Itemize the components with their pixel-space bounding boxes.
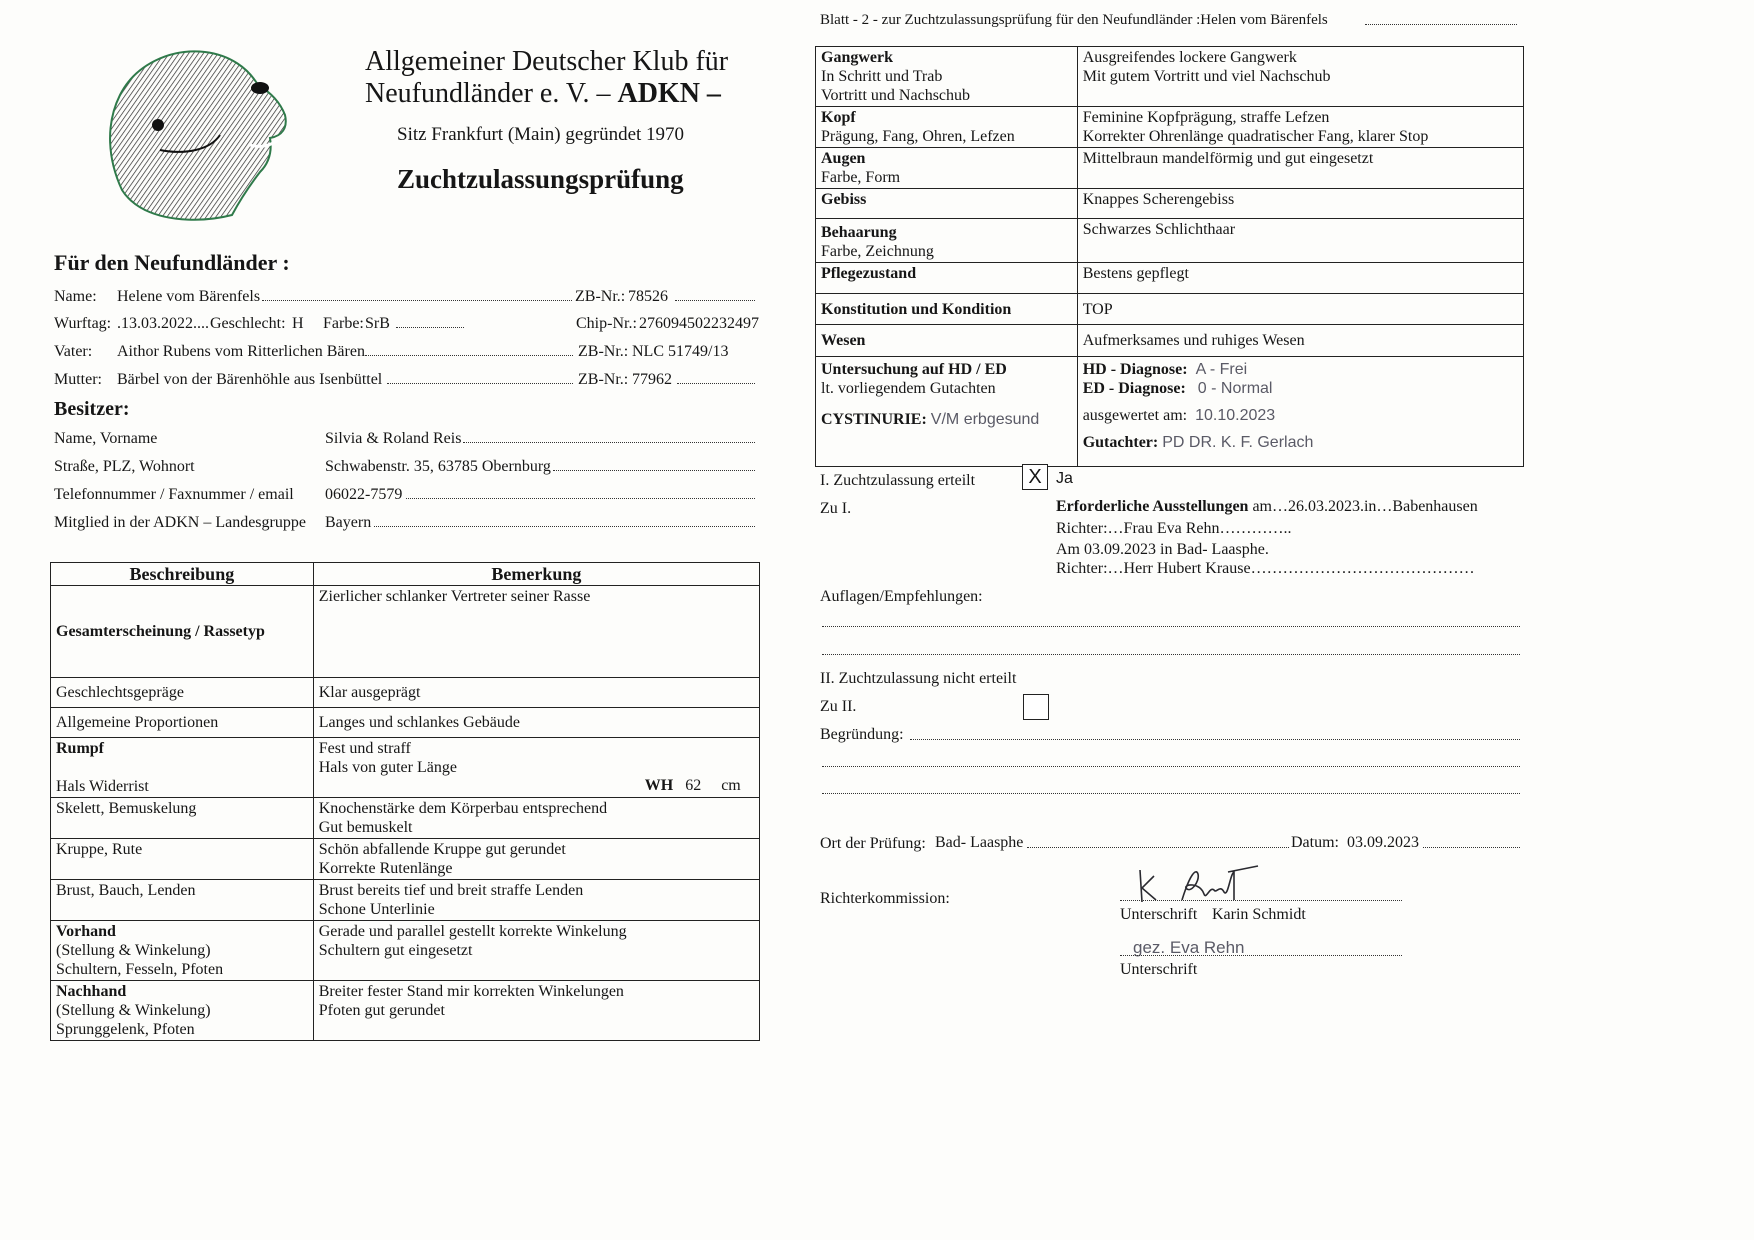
name-label: Name:: [54, 288, 97, 305]
row-value: HD - Diagnose: A - Frei ED - Diagnose: 0 - Normal ausgewertet am: 10.10.2023 Gutachter: PD DR. K. F. Gerlach: [1077, 357, 1523, 467]
table-row: [51, 708, 760, 738]
column-header-remark: Bemerkung: [313, 563, 759, 586]
richterkommission-label: Richterkommission:: [820, 890, 950, 907]
row-value: Langes und schlankes Gebäude: [313, 708, 759, 738]
evaluation-table: [815, 46, 1524, 467]
newfoundland-dog-head-icon: [100, 40, 290, 230]
chip-label: Chip-Nr.:: [576, 315, 637, 332]
dog-heading: Für den Neufundländer :: [54, 250, 290, 275]
row-value: Schwarzes Schlichthaar: [1077, 219, 1523, 263]
owner-name: Silvia & Roland Reis: [325, 430, 462, 447]
ausstellung-2: Am 03.09.2023 in Bad- Laasphe.: [1056, 541, 1269, 558]
geschlecht-value: H: [292, 315, 304, 332]
row-value: Klar ausgeprägt: [313, 678, 759, 708]
owner-row-label: Telefonnummer / Faxnummer / email: [54, 486, 294, 503]
farbe-value: SrB: [365, 315, 390, 332]
row-value: Schön abfallende Kruppe gut gerundet Korrekte Rutenlänge: [313, 839, 759, 880]
owner-row-label: Name, Vorname: [54, 430, 158, 447]
table-row: [51, 798, 760, 839]
row-label: Vorhand (Stellung & Winkelung) Schultern, Fesseln, Pfoten: [51, 921, 314, 981]
zu-ii-label: Zu II.: [820, 698, 857, 715]
column-header-description: Beschreibung: [51, 563, 314, 586]
begruendung-label: Begründung:: [820, 726, 904, 743]
row-label: Nachhand (Stellung & Winkelung) Sprunggelenk, Pfoten: [51, 981, 314, 1041]
vater-name: Aithor Rubens vom Ritterlichen Bären: [117, 343, 365, 360]
table-row: [816, 47, 1524, 107]
row-label: Skelett, Bemuskelung: [51, 798, 314, 839]
signature-1-name: Karin Schmidt: [1212, 906, 1306, 923]
row-label: Wesen: [816, 325, 1078, 357]
table-row: [816, 219, 1524, 263]
club-seat: Sitz Frankfurt (Main) gegründet 1970: [397, 124, 685, 145]
row-label: Kopf Prägung, Fang, Ohren, Lefzen: [816, 107, 1078, 148]
erteilt-checkbox[interactable]: X: [1022, 464, 1048, 490]
mutter-zb-label: ZB-Nr.:: [578, 371, 629, 388]
row-value: TOP: [1077, 294, 1523, 325]
table-row: [816, 294, 1524, 325]
owner-row-label: Straße, PLZ, Wohnort: [54, 458, 195, 475]
table-row: [51, 738, 760, 798]
owner-phone: 06022-7579: [325, 486, 403, 503]
vater-label: Vater:: [54, 343, 93, 360]
mutter-name: Bärbel von der Bärenhöhle aus Isenbüttel: [117, 371, 383, 388]
row-value: Knochenstärke dem Körperbau entsprechend Gut bemuskelt: [313, 798, 759, 839]
row-label: Behaarung Farbe, Zeichnung: [816, 219, 1078, 263]
row-value: Brust bereits tief und breit straffe Lenden Schone Unterlinie: [313, 880, 759, 921]
row-label: Brust, Bauch, Lenden: [51, 880, 314, 921]
owner-address: Schwabenstr. 35, 63785 Obernburg: [325, 458, 551, 475]
ausstellungen: Erforderliche Ausstellungen am…26.03.2023.in…Babenhausen: [1056, 498, 1478, 515]
club-logo: [100, 40, 290, 230]
row-label: Kruppe, Rute: [51, 839, 314, 880]
row-value: Knappes Scherengebiss: [1077, 189, 1523, 219]
row-label: Rumpf Hals Widerrist: [51, 738, 314, 798]
signature-2-label: Unterschrift: [1120, 961, 1198, 978]
table-row: [51, 921, 760, 981]
erteilt-label: I. Zuchtzulassung erteilt: [820, 472, 976, 489]
table-row: [816, 148, 1524, 189]
sheet2-title: Blatt - 2 - zur Zuchtzulassungsprüfung für den Neufundländer :Helen vom Bärenfels: [820, 12, 1328, 28]
wurftag-value: .13.03.2022....: [117, 315, 209, 332]
erteilt-ja: Ja: [1056, 470, 1073, 487]
richter-1: Richter:…Frau Eva Rehn…………..: [1056, 520, 1292, 537]
owner-row-label: Mitglied in der ADKN – Landesgruppe: [54, 514, 306, 531]
geschlecht-label: Geschlecht:: [210, 315, 286, 332]
begruendung-line[interactable]: [910, 739, 1520, 740]
signature-2-handwritten: gez. Eva Rehn: [1133, 938, 1245, 957]
nicht-erteilt-checkbox[interactable]: [1023, 694, 1049, 720]
auflagen-line[interactable]: [822, 626, 1520, 627]
mutter-label: Mutter:: [54, 371, 102, 388]
begruendung-line[interactable]: [822, 793, 1520, 794]
row-label: Gesamterscheinung / Rassetyp: [51, 586, 314, 678]
farbe-label: Farbe:: [323, 315, 364, 332]
mutter-zb: 77962: [632, 371, 672, 388]
row-value: Aufmerksames und ruhiges Wesen: [1077, 325, 1523, 357]
auflagen-label: Auflagen/Empfehlungen:: [820, 588, 983, 605]
auflagen-line[interactable]: [822, 654, 1520, 655]
table-row: [816, 107, 1524, 148]
datum-value: 03.09.2023: [1347, 834, 1419, 851]
row-value: Ausgreifendes lockere Gangwerk Mit gutem Vortritt und viel Nachschub: [1077, 47, 1523, 107]
table-row: [51, 839, 760, 880]
row-value: Gerade und parallel gestellt korrekte Winkelung Schultern gut eingesetzt: [313, 921, 759, 981]
row-label: Pflegezustand: [816, 263, 1078, 294]
row-value: Bestens gepflegt: [1077, 263, 1523, 294]
zu-i-label: Zu I.: [820, 500, 852, 517]
table-row: [51, 880, 760, 921]
vater-zb-label: ZB-Nr.:: [578, 343, 629, 360]
row-label: Konstitution und Kondition: [816, 294, 1078, 325]
description-table: [50, 562, 760, 1041]
owner-heading: Besitzer:: [54, 398, 130, 420]
zb-number: 78526: [628, 288, 668, 305]
signature-1-label: Unterschrift: [1120, 906, 1198, 923]
table-row: [816, 189, 1524, 219]
wh-measure: WH 62 cm: [644, 777, 741, 794]
row-value: Feminine Kopfprägung, straffe Lefzen Korrekter Ohrenlänge quadratischer Fang, klarer Stop: [1077, 107, 1523, 148]
zb-label: ZB-Nr.:: [575, 288, 626, 305]
club-name-line2: Neufundländer e. V. – ADKN –: [365, 78, 721, 109]
vater-zb: NLC 51749/13: [632, 343, 729, 360]
table-row: [51, 981, 760, 1041]
row-value: Mittelbraun mandelförmig und gut eingesetzt: [1077, 148, 1523, 189]
row-value: Breiter fester Stand mir korrekten Winkelungen Pfoten gut gerundet: [313, 981, 759, 1041]
ort-value: Bad- Laasphe: [935, 834, 1024, 851]
richter-2: Richter:…Herr Hubert Krause……………………………………: [1056, 560, 1475, 577]
datum-label: Datum:: [1291, 834, 1339, 851]
row-label: Geschlechtsgepräge: [51, 678, 314, 708]
club-name-line1: Allgemeiner Deutscher Klub für: [365, 46, 729, 77]
table-row: [51, 586, 760, 678]
table-row: [51, 678, 760, 708]
row-label: Allgemeine Proportionen: [51, 708, 314, 738]
dog-name: Helene vom Bärenfels: [117, 288, 261, 305]
row-label: Augen Farbe, Form: [816, 148, 1078, 189]
club-name: [365, 46, 765, 110]
table-row: [816, 325, 1524, 357]
row-value: Fest und straff Hals von guter Länge WH 62 cm: [313, 738, 759, 798]
owner-group: Bayern: [325, 514, 372, 531]
document-title: Zuchtzulassungsprüfung: [397, 164, 684, 194]
row-label: Gebiss: [816, 189, 1078, 219]
row-label: Untersuchung auf HD / ED lt. vorliegendem Gutachten CYSTINURIE: V/M erbgesund: [816, 357, 1078, 467]
row-value: Zierlicher schlanker Vertreter seiner Rasse: [313, 586, 759, 678]
chip-number: 276094502232497: [639, 315, 759, 332]
begruendung-line[interactable]: [822, 766, 1520, 767]
row-label: Gangwerk In Schritt und Trab Vortritt und Nachschub: [816, 47, 1078, 107]
wurftag-label: Wurftag:: [54, 315, 112, 332]
nicht-erteilt-label: II. Zuchtzulassung nicht erteilt: [820, 670, 1017, 687]
ort-label: Ort der Prüfung:: [820, 835, 926, 852]
table-row: [816, 357, 1524, 467]
table-row: [816, 263, 1524, 294]
